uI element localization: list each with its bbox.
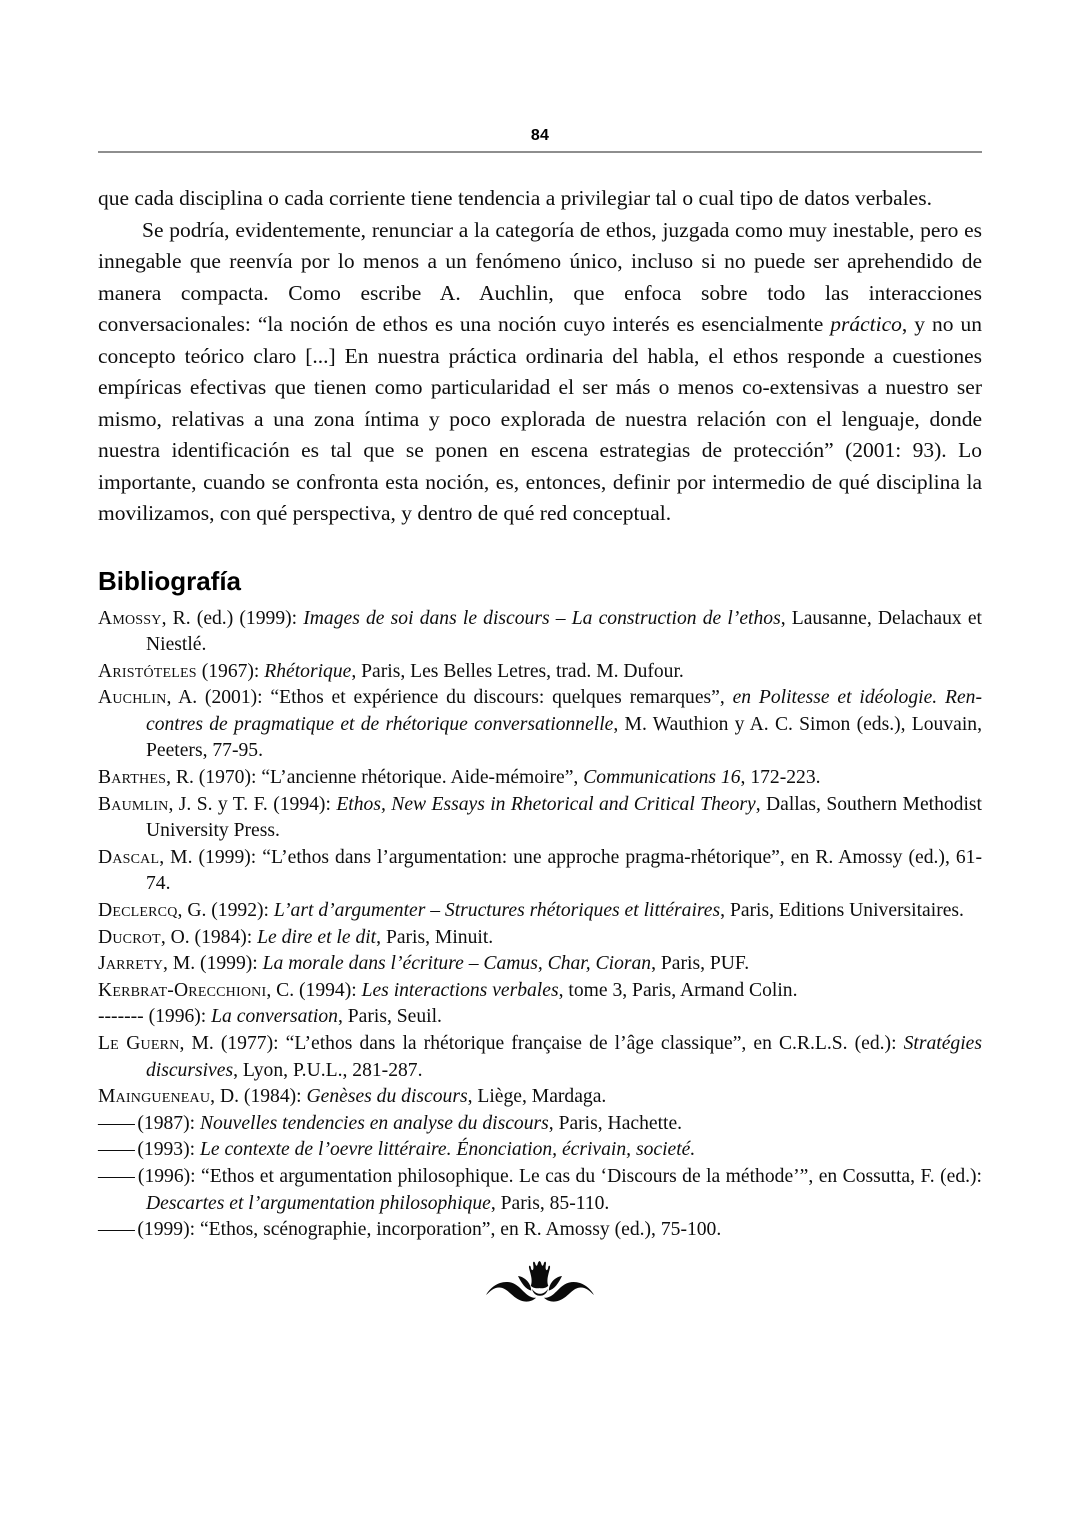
author-name: Jarrety — [98, 953, 164, 975]
author-name: Amossy — [98, 607, 162, 629]
text-run: , M. (1977): “L’ethos dans la rhétorique française de l’âge classique”, en C.R.L.S. (ed.): — [179, 1033, 904, 1054]
bibliography-entry — [98, 978, 982, 1005]
text-run: , Paris, Seuil. — [337, 1006, 442, 1028]
text-run: , O. (1984): — [160, 926, 258, 948]
author-name: Baumlin — [98, 793, 169, 815]
italic-run: L’art d’argumenter – Structures rhétoriques et littéraires — [273, 900, 721, 922]
bibliography-entry — [98, 792, 982, 845]
bibliography-entry — [98, 1137, 982, 1164]
body-paragraph — [98, 215, 982, 530]
repeated-author-dash: —— — [98, 1219, 133, 1241]
text-run: (1967): — [196, 660, 265, 682]
author-name: Kerbrat-Orecchioni — [98, 979, 267, 1001]
italic-run: La morale dans l’écriture – Camus, Char, Cioran — [262, 953, 652, 975]
italic-run: Les interactions verbales — [361, 979, 559, 1001]
italic-run: La conversation — [211, 1006, 338, 1028]
bibliography-entry — [98, 1004, 982, 1031]
italic-run: en Politesse et idéologie. Rencontres de pragmatique et de rhétorique conversationnelle — [146, 687, 982, 735]
text-run: , D. (1984): — [210, 1086, 307, 1108]
bibliography-entry — [98, 659, 982, 686]
text-run: , Paris, Les Belles Letres, trad. M. Dufour. — [351, 660, 684, 682]
text-run: , Liège, Mardaga. — [467, 1086, 607, 1108]
text-run: , J. S. y T. F. (1994): — [168, 793, 337, 815]
author-name: Declercq — [98, 900, 178, 922]
text-run: , Lausanne, Delachaux et Niestlé. — [146, 607, 982, 656]
italic-run: Nouvelles tendencies en analyse du discours — [199, 1112, 549, 1134]
text-run: , y no un concepto teórico claro [...] En nuestra práctica ordinaria del habla, el ethos responde a cuestiones empíricas efectivas que tienen como particularidad el ser más o menos co-extensivas a nuestro ser mismo, relativas a una zona íntima y poco explorada de nuestra relación con el lenguaje, donde nuestra identificación es tal que se ponen en escena estrategias de protección” (2001: 93). Lo importante, cuando se confronta esta noción, es, entonces, definir por intermedio de qué disciplina la movilizamos, con qué perspectiva, y dentro de qué red conceptual. — [98, 312, 982, 525]
italic-run: Genèses du discours — [306, 1086, 468, 1108]
author-name: Aristóteles — [98, 660, 197, 682]
page-content — [98, 0, 982, 1244]
text-run: , Paris, Minuit. — [376, 926, 494, 948]
author-name: Dascal — [98, 846, 160, 868]
text-run: , tome 3, Paris, Armand Colin. — [558, 979, 798, 1001]
text-run: , Paris, 85-110. — [490, 1192, 610, 1214]
bibliography-entry — [98, 1031, 982, 1084]
bibliography-list — [98, 606, 982, 1244]
bibliography-entry — [98, 845, 982, 898]
text-run: , M. (1999): “L’ethos dans l’argumentation: une approche pragma-rhétorique”, en R. Amossy (ed.), 61-74. — [146, 846, 982, 895]
text-run: , Paris, Editions Universitaires. — [720, 900, 964, 922]
bibliography-entry — [98, 898, 982, 925]
text-run: , Paris, Hachette. — [548, 1112, 683, 1134]
author-name: Barthes — [98, 767, 167, 789]
italic-run: Communications 16 — [583, 767, 741, 789]
author-name: Ducrot — [98, 926, 161, 948]
text-run: (1999): “Ethos, scénographie, incorporation”, en R. Amossy (ed.), 75-100. — [132, 1219, 722, 1241]
text-run: (1987): — [132, 1112, 200, 1134]
bibliography-entry — [98, 685, 982, 765]
italic-run: Le contexte de l’oevre littéraire. Énonciation, écrivain, societé. — [199, 1139, 696, 1161]
repeated-author-dash: —— — [98, 1165, 133, 1187]
italic-run: Ethos, New Essays in Rhetorical and Critical Theory — [336, 793, 756, 815]
page-number: 84 — [530, 127, 550, 144]
text-run: (1996): “Ethos et argumentation philosophique. Le cas du ‘Discours de la méthode’”, en Cossutta, F. (ed.): — [132, 1165, 982, 1187]
text-run: Se podría, evidentemente, renunciar a la categoría de ethos, juzgada como muy inestable, pero es innegable que reenvía por lo menos a un fenómeno único, incluso si no puede ser aprehendido de manera compacta. Como escribe A. Auchlin, que enfoca sobre todo las interacciones conversacionales: “la noción de ethos es una noción cuyo interés es esencialmente — [98, 217, 982, 336]
header-divider — [98, 151, 982, 153]
fleuron-ornament — [0, 1258, 1080, 1304]
bibliography-entry — [98, 1111, 982, 1138]
bibliography-entry — [98, 765, 982, 792]
text-run: , Paris, PUF. — [651, 953, 750, 975]
text-run: , R. (1970): “L’ancienne rhétorique. Aide-mémoire”, — [166, 767, 584, 789]
running-head — [98, 0, 982, 144]
text-run: , Lyon, P.U.L., 281-287. — [233, 1059, 423, 1081]
italic-run: Descartes et l’argumentation philosophique — [146, 1192, 491, 1214]
text-run: , R. (ed.) (1999): — [161, 607, 304, 629]
text-run: , G. (1992): — [177, 900, 274, 922]
body-text — [98, 183, 982, 530]
text-run: ------- (1996): — [98, 1006, 212, 1028]
text-run: , 172-223. — [740, 767, 821, 789]
body-paragraph — [98, 183, 982, 215]
author-name: Maingueneau — [98, 1086, 211, 1108]
bibliography-entry — [98, 1164, 982, 1217]
bibliography-entry — [98, 1084, 982, 1111]
text-run: , A. (2001): “Ethos et expérience du discours: quelques remarques”, — [166, 687, 733, 709]
text-run: , M. (1999): — [163, 953, 263, 975]
text-run: , Dallas, Southern Methodist University Press. — [146, 793, 982, 842]
bibliography-heading: Bibliografía — [98, 565, 242, 596]
italic-run: Stratégies discursives — [146, 1033, 982, 1081]
italic-run: Le dire et le dit — [257, 926, 377, 948]
italic-run: Images de soi dans le discours – La construction de l’ethos — [303, 607, 781, 629]
italic-run: práctico — [830, 312, 902, 336]
text-run: , M. Wauthion y A. C. Simon (eds.), Louvain, Peeters, 77-95. — [146, 713, 982, 762]
bibliography-entry — [98, 1217, 982, 1244]
author-name: Le Guern — [98, 1033, 180, 1054]
repeated-author-dash: —— — [98, 1112, 133, 1134]
bibliography-entry — [98, 951, 982, 978]
text-run: (1993): — [132, 1139, 200, 1161]
bibliography-entry — [98, 925, 982, 952]
text-run: , C. (1994): — [266, 979, 362, 1001]
bibliography-entry — [98, 606, 982, 659]
italic-run: Rhétorique — [264, 660, 352, 682]
author-name: Auchlin — [98, 687, 167, 709]
repeated-author-dash: —— — [98, 1139, 133, 1161]
text-run: que cada disciplina o cada corriente tiene tendencia a privilegiar tal o cual tipo de datos verbales. — [98, 186, 932, 210]
